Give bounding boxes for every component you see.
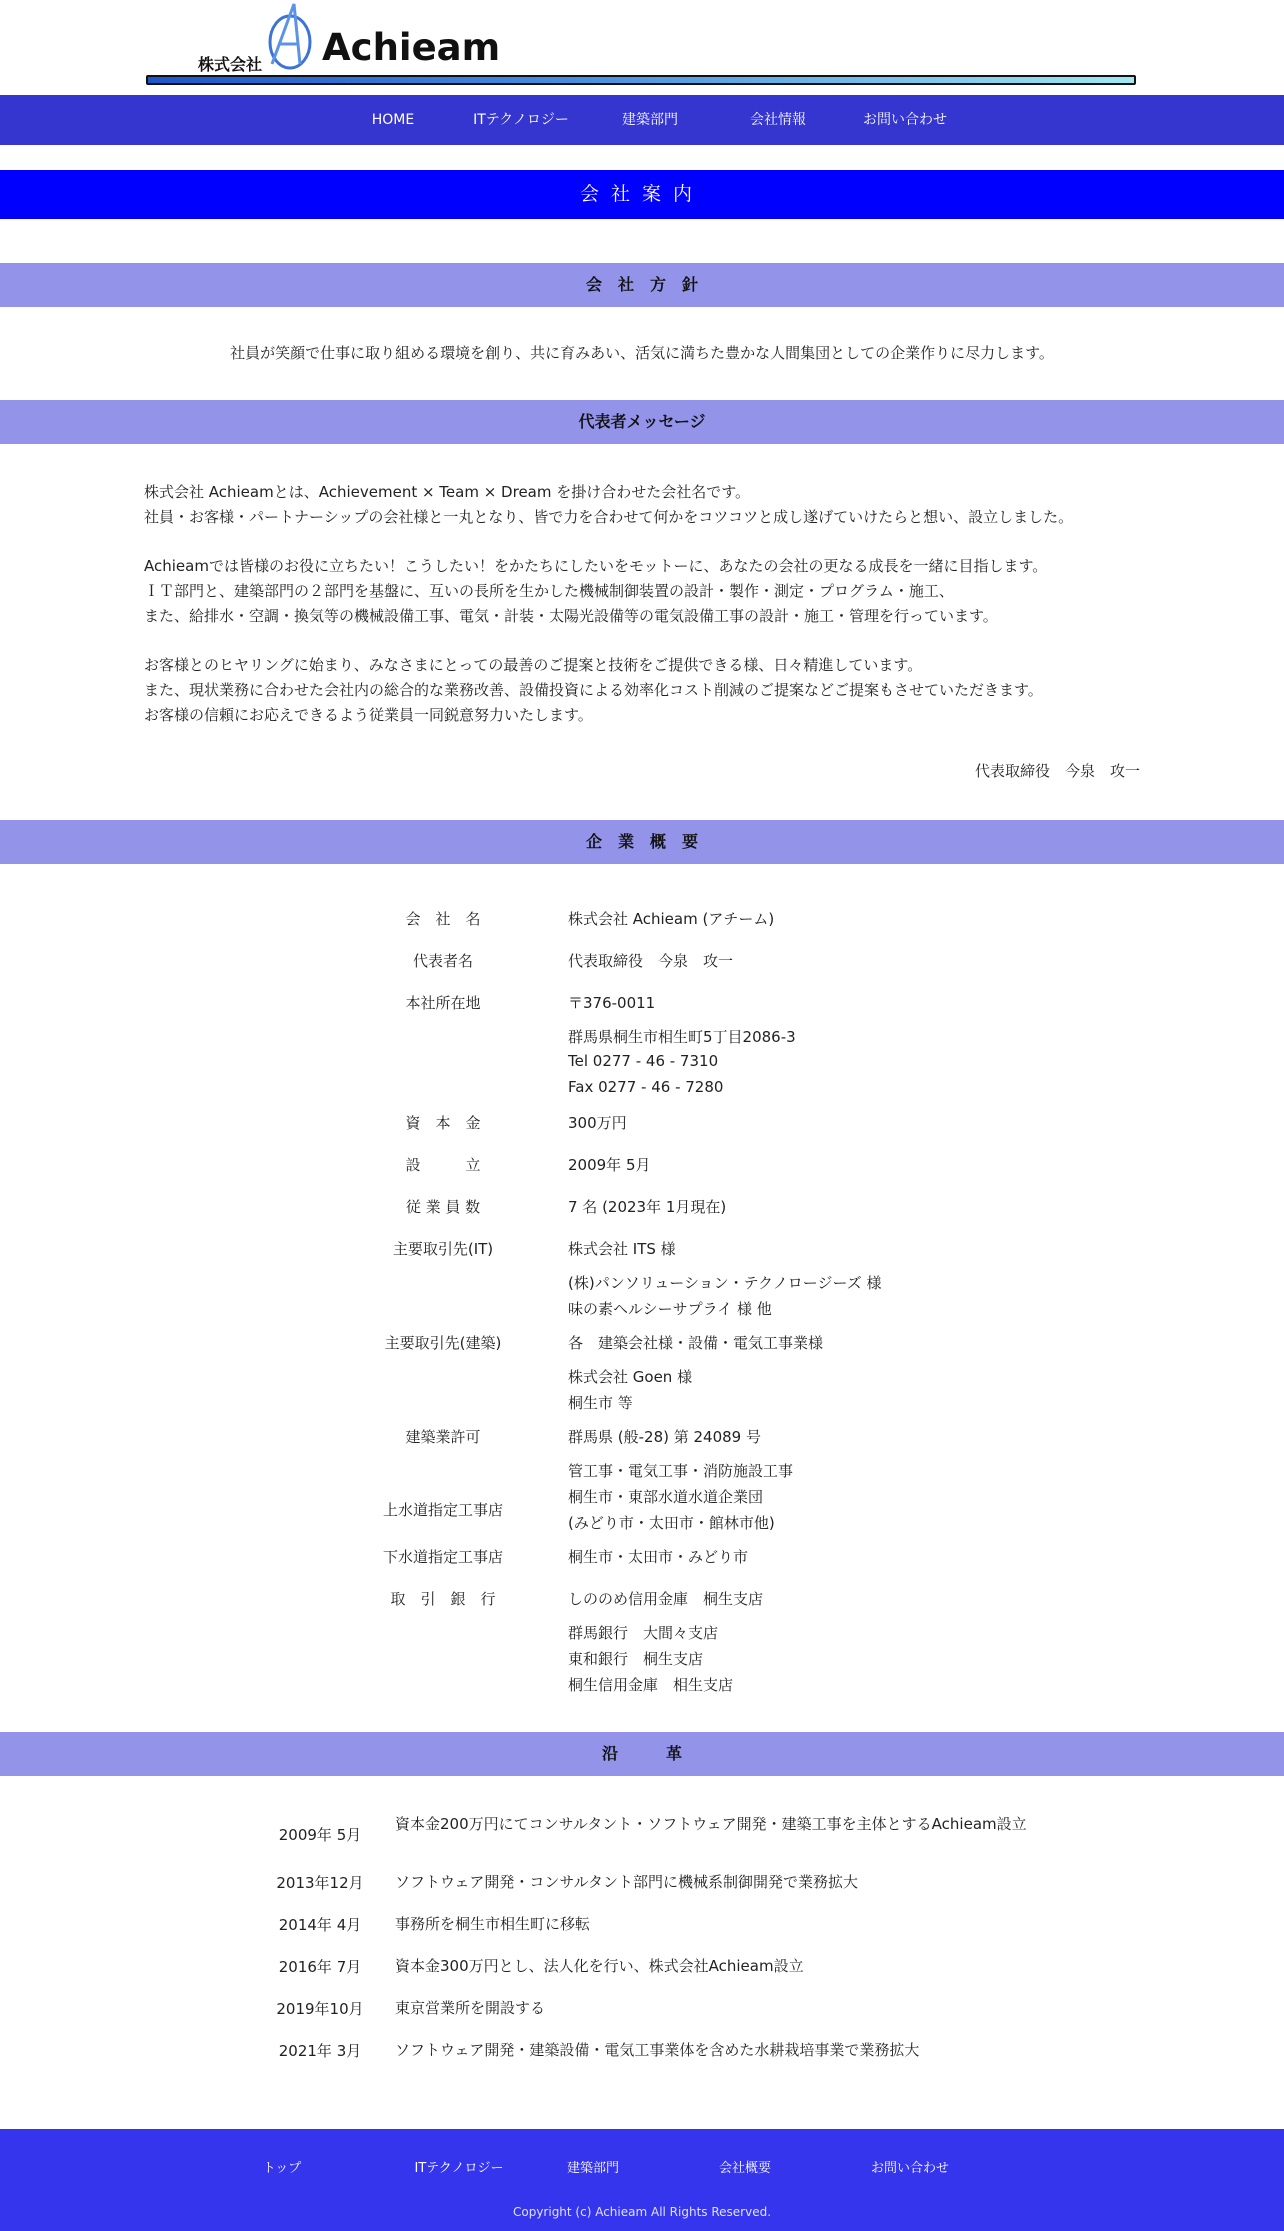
overview-label: 上水道指定工事店	[382, 1501, 503, 1519]
overview-value: 群馬県 (般-28) 第 24089 号	[568, 1428, 761, 1446]
site-footer	[0, 2129, 1284, 2231]
nav-item-company-info[interactable]: 会社情報	[750, 112, 806, 128]
representative-message	[144, 480, 1144, 728]
overview-label: 下水道指定工事店	[382, 1548, 503, 1566]
message-line: また、給排水・空調・換気等の機械設備工事、電気・計装・太陽光設備等の電気設備工事の設計・施工・管理を行っています。	[144, 607, 998, 625]
overview-value: 2009年 5月	[568, 1156, 651, 1174]
overview-label: 設 立	[405, 1156, 481, 1174]
section-heading-message: 代表者メッセージ	[0, 400, 1284, 444]
history-text: ソフトウェア開発・コンサルタント部門に機械系制御開発で業務拡大	[395, 1873, 859, 1891]
section-heading-history: 沿 革	[0, 1732, 1284, 1776]
overview-label: 従 業 員 数	[405, 1198, 481, 1216]
overview-value: 7 名 (2023年 1月現在)	[568, 1198, 727, 1216]
logo-emblem-icon	[266, 2, 316, 72]
history-text: 東京営業所を開設する	[395, 1999, 546, 2017]
message-line: Achieamでは皆様のお役に立ちたい！こうしたい！をかたちにしたいをモットーに、あなたの会社の更なる成長を一緒に目指します。	[144, 557, 1048, 575]
main-nav	[0, 95, 1284, 145]
page-title: 会社案内	[0, 170, 1284, 219]
logo-underline-bar	[146, 75, 1136, 85]
overview-label: 取 引 銀 行	[390, 1590, 496, 1608]
nav-item-contact[interactable]: お問い合わせ	[863, 112, 947, 128]
history-date: 2019年10月	[276, 2000, 364, 2018]
footer-link-top[interactable]: トップ	[262, 2161, 302, 2176]
overview-label: 代表者名	[412, 952, 473, 970]
overview-value: 株式会社 Achieam (アチーム)	[568, 910, 775, 928]
overview-label: 主要取引先(建築)	[384, 1334, 502, 1352]
overview-value: 代表取締役 今泉 攻一	[568, 952, 734, 970]
overview-value: 群馬銀行 大間々支店	[568, 1624, 719, 1642]
overview-label: 本社所在地	[405, 994, 481, 1012]
footer-link-company-overview[interactable]: 会社概要	[718, 2161, 771, 2176]
overview-value: 株式会社 ITS 様	[568, 1240, 676, 1258]
site-header	[0, 0, 1284, 95]
copyright-text: Copyright (c) Achieam All Rights Reserved.	[512, 2205, 772, 2219]
history-date: 2021年 3月	[278, 2042, 362, 2060]
section-heading-overview: 企 業 概 要	[0, 820, 1284, 864]
message-line: 株式会社 Achieamとは、Achievement × Team × Dream を掛け合わせた会社名です。	[144, 483, 751, 501]
overview-value: Tel 0277 - 46 - 7310	[568, 1052, 719, 1070]
history-text: ソフトウェア開発・建築設備・電気工事業体を含めた水耕栽培事業で業務拡大	[395, 2041, 920, 2059]
overview-label: 建築業許可	[405, 1428, 481, 1446]
footer-link-construction[interactable]: 建築部門	[566, 2161, 619, 2176]
overview-value: 東和銀行 桐生支店	[568, 1650, 704, 1668]
overview-value: 300万円	[568, 1114, 627, 1132]
logo-company-prefix: 株式会社	[198, 55, 263, 74]
message-line: 社員・お客様・パートナーシップの会社様と一丸となり、皆で力を合わせて何かをコツコツと成し遂げていけたらと想い、設立しました。	[144, 508, 1074, 526]
message-signature: 代表取締役 今泉 攻一	[974, 762, 1140, 780]
overview-value: 〒376-0011	[568, 994, 656, 1012]
overview-value: Fax 0277 - 46 - 7280	[568, 1078, 724, 1096]
overview-value: (みどり市・太田市・館林市他)	[568, 1514, 775, 1532]
nav-item-it-technology[interactable]: ITテクノロジー	[473, 112, 569, 128]
history-date: 2009年 5月	[278, 1826, 362, 1844]
policy-text: 社員が笑顔で仕事に取り組める環境を創り、共に育みあい、活気に満ちた豊かな人間集団としての企業作りに尽力します。	[230, 344, 1054, 362]
logo-wordmark: Achieam	[322, 26, 501, 69]
overview-value: 群馬県桐生市相生町5丁目2086-3	[568, 1028, 796, 1046]
history-text: 資本金200万円にてコンサルタント・ソフトウェア開発・建築工事を主体とするAchieam設立	[395, 1815, 1027, 1833]
nav-item-construction[interactable]: 建築部門	[622, 112, 678, 128]
history-date: 2013年12月	[276, 1874, 364, 1892]
overview-value: 各 建築会社様・設備・電気工事業様	[568, 1334, 824, 1352]
overview-value: 桐生市・東部水道水道企業団	[568, 1488, 764, 1506]
overview-value: 管工事・電気工事・消防施設工事	[568, 1462, 794, 1480]
overview-label: 主要取引先(IT)	[392, 1240, 494, 1258]
footer-link-it-technology[interactable]: ITテクノロジー	[414, 2161, 504, 2176]
message-line: お客様の信頼にお応えできるよう従業員一同鋭意努力いたします。	[144, 706, 593, 724]
history-date: 2016年 7月	[278, 1958, 362, 1976]
overview-value: 桐生市 等	[568, 1394, 633, 1412]
overview-value: しののめ信用金庫 桐生支店	[568, 1590, 764, 1608]
section-heading-policy: 会 社 方 針	[0, 263, 1284, 307]
history-date: 2014年 4月	[278, 1916, 362, 1934]
history-text: 事務所を桐生市相生町に移転	[395, 1915, 591, 1933]
footer-link-contact[interactable]: お問い合わせ	[870, 2161, 949, 2176]
overview-value: 桐生信用金庫 相生支店	[568, 1676, 734, 1694]
message-line: ＩＴ部門と、建築部門の２部門を基盤に、互いの長所を生かした機械制御装置の設計・製作・測定・プログラム・施工、	[144, 582, 954, 600]
overview-value: 味の素ヘルシーサプライ 様 他	[568, 1300, 772, 1318]
overview-value: 株式会社 Goen 様	[568, 1368, 693, 1386]
overview-label: 会 社 名	[405, 910, 481, 928]
overview-value: (株)パンソリューション・テクノロージーズ 様	[568, 1274, 882, 1292]
overview-label: 資 本 金	[405, 1114, 481, 1132]
history-text: 資本金300万円とし、法人化を行い、株式会社Achieam設立	[395, 1957, 804, 1975]
message-line: お客様とのヒヤリングに始まり、みなさまにとっての最善のご提案と技術をご提供できる様、日々精進しています。	[144, 656, 923, 674]
nav-item-home[interactable]: HOME	[371, 112, 415, 128]
overview-value: 桐生市・太田市・みどり市	[568, 1548, 749, 1566]
message-line: また、現状業務に合わせた会社内の総合的な業務改善、設備投資による効率化コスト削減のご提案などご提案もさせていただきます。	[144, 681, 1043, 699]
